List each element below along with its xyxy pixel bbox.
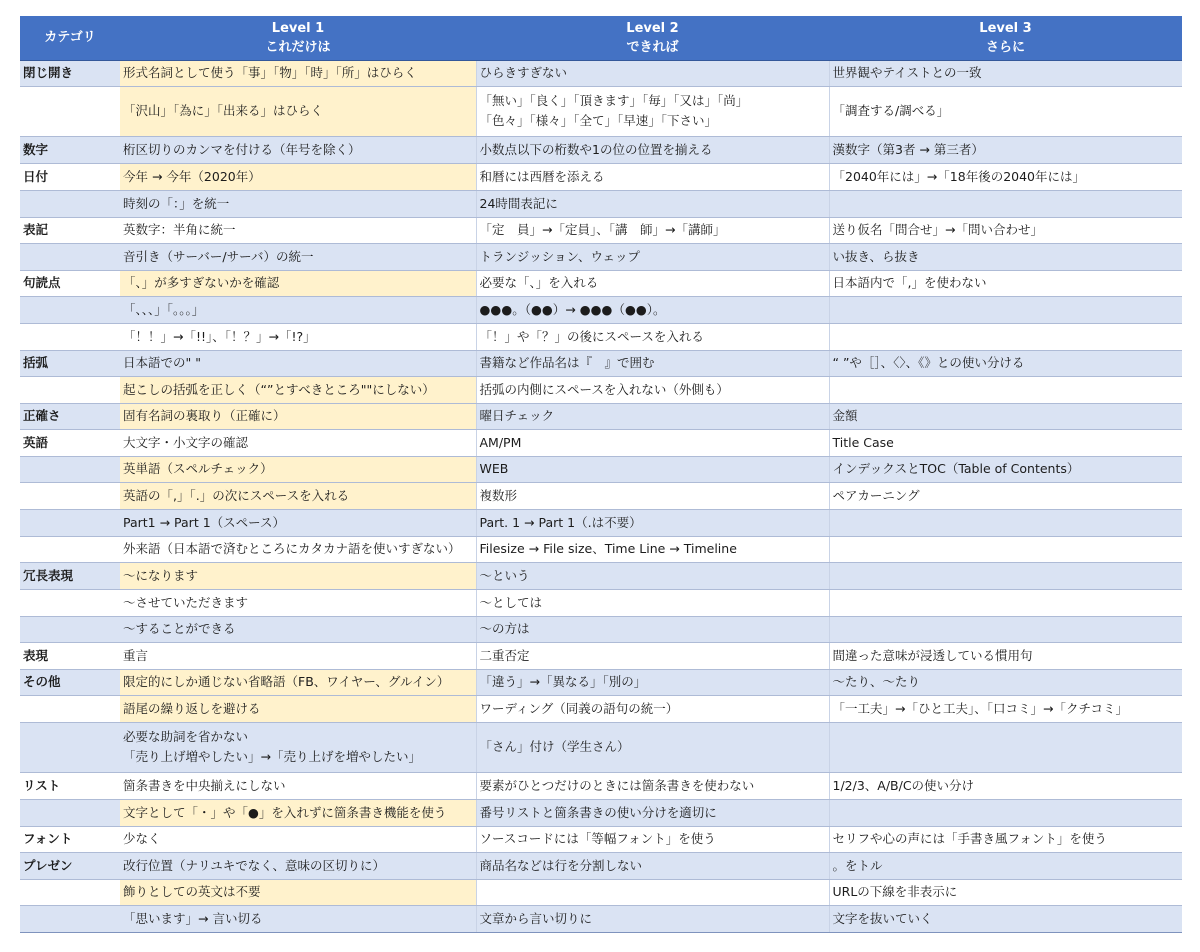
- table-row: [20, 270, 1182, 296]
- cell-text: 世界観やテイストとの一致: [832, 65, 982, 80]
- category-cell: [20, 243, 120, 270]
- cell-text: 漢数字（第3者 → 第三者）: [832, 141, 984, 157]
- header-level-3-subtitle: さらに: [985, 39, 1025, 55]
- cell-text: 送り仮名「問合せ」→「問い合わせ」: [832, 222, 1043, 237]
- level-2-cell: [476, 296, 829, 323]
- level-3-cell: [829, 799, 1182, 826]
- level-1-cell: [120, 772, 476, 799]
- table-row: [20, 482, 1182, 509]
- level-3-cell: [829, 243, 1182, 270]
- cell-text: 音引き（サーバー/サーバ）の統一: [123, 248, 314, 264]
- cell-text: 「！」や「？」の後にスペースを入れる: [479, 328, 704, 344]
- table-row: [20, 350, 1182, 376]
- category-cell: 表記: [20, 217, 120, 243]
- table-row: [20, 60, 1182, 86]
- category-cell: [20, 695, 120, 722]
- category-cell: [20, 616, 120, 642]
- table-row: [20, 190, 1182, 217]
- level-3-cell: [829, 403, 1182, 429]
- level-2-cell: [476, 536, 829, 562]
- table-row: [20, 722, 1182, 772]
- table-row: [20, 905, 1182, 932]
- table-row: [20, 509, 1182, 536]
- table-row: [20, 136, 1182, 163]
- level-1-cell: [120, 270, 476, 296]
- level-2-cell: [476, 879, 829, 905]
- level-2-cell: [476, 163, 829, 190]
- level-1-cell: [120, 562, 476, 589]
- cell-text: トランジッション、ウェップ: [479, 248, 640, 264]
- cell-text: 英語の「,」「.」の次にスペースを入れる: [123, 487, 350, 503]
- cell-text: 「調査する/調べる」: [832, 103, 950, 118]
- level-3-cell: [829, 772, 1182, 799]
- level-1-cell: [120, 376, 476, 403]
- level-2-cell: [476, 642, 829, 669]
- cell-text: 必要な「、」を入れる: [479, 275, 599, 290]
- cell-text: 複数形: [479, 487, 518, 503]
- level-3-cell: [829, 536, 1182, 562]
- cell-text: 外来語（日本語で済むところにカタカナ語を使いすぎない）: [123, 541, 461, 556]
- cell-text: 書籍など作品名は『 』で囲む: [479, 355, 655, 370]
- table-row: [20, 536, 1182, 562]
- level-2-cell: [476, 669, 829, 695]
- cell-text: 番号リストと箇条書きの使い分けを適切に: [479, 804, 717, 820]
- cell-text: ワーディング（同義の語句の統一）: [479, 700, 679, 716]
- cell-text: 英数字：半角に統一: [123, 222, 236, 237]
- category-cell: [20, 722, 120, 772]
- cell-text: ペアカーニング: [832, 487, 920, 503]
- level-3-cell: [829, 60, 1182, 86]
- level-1-cell: [120, 669, 476, 695]
- level-3-cell: [829, 589, 1182, 616]
- level-3-cell: [829, 616, 1182, 642]
- cell-text: 固有名詞の裏取り（正確に）: [123, 408, 286, 423]
- cell-text: 大文字・小文字の確認: [123, 434, 249, 450]
- cell-text: 限定的にしか通じない省略語（FB、ワイヤー、グルイン）: [123, 674, 450, 689]
- category-cell: [20, 190, 120, 217]
- cell-text: 和暦には西暦を添える: [479, 168, 605, 184]
- category-cell: フォント: [20, 826, 120, 852]
- header-level-2-subtitle: できれば: [626, 39, 679, 55]
- level-1-cell: [120, 86, 476, 136]
- cell-text: ソースコードには「等幅フォント」を使う: [479, 831, 716, 846]
- header-level-2: [476, 16, 829, 60]
- level-2-cell: [476, 509, 829, 536]
- category-cell: [20, 879, 120, 905]
- cell-text: “ ”や［］、〈〉、《》との使い分ける: [832, 355, 1025, 370]
- level-3-cell: [829, 296, 1182, 323]
- header-level-1-title: Level 1: [271, 20, 325, 36]
- cell-text: 〜することができる: [123, 621, 236, 636]
- level-1-cell: [120, 136, 476, 163]
- cell-text: 飾りとしての英文は不要: [123, 884, 261, 899]
- cell-text: 「一工夫」→「ひと工夫」、「口コミ」→「クチコミ」: [832, 700, 1128, 716]
- cell-text: 1/2/3、A/B/Cの使い分け: [832, 777, 975, 793]
- level-1-cell: [120, 799, 476, 826]
- level-1-cell: [120, 905, 476, 932]
- cell-text: 。をトル: [832, 857, 883, 873]
- level-3-cell: [829, 270, 1182, 296]
- level-2-cell: [476, 799, 829, 826]
- cell-text: 〜としては: [479, 594, 543, 610]
- cell-text: 改行位置（ナリユキでなく、意味の区切りに）: [123, 857, 386, 873]
- cell-text: 少なく: [123, 831, 161, 846]
- table-row: [20, 86, 1182, 136]
- level-1-cell: [120, 509, 476, 536]
- category-cell: 英語: [20, 429, 120, 456]
- level-2-cell: [476, 905, 829, 932]
- level-1-cell: [120, 323, 476, 350]
- style-guide-table-container: [20, 16, 1182, 933]
- level-2-cell: [476, 722, 829, 772]
- cell-text: 24時間表記に: [479, 195, 558, 211]
- level-3-cell: [829, 217, 1182, 243]
- level-1-cell: [120, 879, 476, 905]
- level-3-cell: [829, 879, 1182, 905]
- category-cell: その他: [20, 669, 120, 695]
- level-1-cell: [120, 456, 476, 482]
- cell-text: Filesize → File size、Time Line → Timeline: [479, 541, 737, 556]
- cell-text: AM/PM: [479, 434, 522, 450]
- cell-text: 〜の方は: [479, 621, 530, 636]
- level-3-cell: [829, 350, 1182, 376]
- table-row: [20, 669, 1182, 695]
- level-3-cell: [829, 429, 1182, 456]
- cell-text: 時刻の「：」を統一: [123, 195, 230, 211]
- level-1-cell: [120, 243, 476, 270]
- category-cell: [20, 905, 120, 932]
- cell-text: 文字として「・」や「●」を入れずに箇条書き機能を使う: [123, 804, 447, 820]
- cell-text: 起こしの括弧を正しく（“”とすべきところ""にしない）: [123, 381, 435, 397]
- cell-text: 要素がひとつだけのときには箇条書きを使わない: [479, 777, 755, 793]
- cell-text: ひらきすぎない: [479, 65, 568, 80]
- cell-text: 「売り上げ増やしたい」→「売り上げを増やしたい」: [123, 749, 421, 764]
- table-row: [20, 616, 1182, 642]
- category-cell: リスト: [20, 772, 120, 799]
- level-1-cell: [120, 642, 476, 669]
- table-body: [20, 60, 1182, 932]
- level-3-cell: [829, 852, 1182, 879]
- cell-text: 「！！」→「!!」、「！？」→「!?」: [123, 328, 316, 344]
- category-cell: 数字: [20, 136, 120, 163]
- level-3-cell: [829, 695, 1182, 722]
- category-cell: [20, 799, 120, 826]
- category-cell: 句読点: [20, 270, 120, 296]
- level-2-cell: [476, 429, 829, 456]
- cell-text: Title Case: [832, 434, 894, 450]
- header-row: [20, 16, 1182, 60]
- level-2-cell: [476, 852, 829, 879]
- cell-text: 括弧の内側にスペースを入れない（外側も）: [479, 381, 729, 397]
- level-2-cell: [476, 323, 829, 350]
- cell-text: WEB: [479, 461, 509, 476]
- level-1-cell: [120, 429, 476, 456]
- cell-text: 語尾の繰り返しを避ける: [123, 700, 261, 716]
- table-row: [20, 429, 1182, 456]
- header-level-3-title: Level 3: [979, 20, 1032, 36]
- cell-text: ●●●。（●●）→ ●●●（●●）。: [479, 301, 666, 317]
- level-3-cell: [829, 136, 1182, 163]
- level-1-cell: [120, 403, 476, 429]
- header-level-1: [120, 16, 476, 60]
- category-cell: [20, 456, 120, 482]
- category-cell: 閉じ開き: [20, 60, 120, 86]
- level-2-cell: [476, 403, 829, 429]
- table-header: [20, 16, 1182, 60]
- category-cell: 日付: [20, 163, 120, 190]
- level-2-cell: [476, 243, 829, 270]
- cell-text: 〜になります: [123, 567, 199, 583]
- level-2-cell: [476, 562, 829, 589]
- cell-text: 桁区切りのカンマを付ける（年号を除く）: [123, 141, 361, 157]
- cell-text: Part. 1 → Part 1（.は不要）: [479, 514, 642, 530]
- level-1-cell: [120, 852, 476, 879]
- level-2-cell: [476, 190, 829, 217]
- level-1-cell: [120, 60, 476, 86]
- level-3-cell: [829, 190, 1182, 217]
- level-2-cell: [476, 695, 829, 722]
- category-cell: 冗長表現: [20, 562, 120, 589]
- cell-text: 〜させていただきます: [123, 594, 249, 610]
- level-2-cell: [476, 376, 829, 403]
- level-1-cell: [120, 163, 476, 190]
- category-cell: [20, 86, 120, 136]
- cell-text: 形式名詞として使う「事」「物」「時」「所」はひらく: [123, 65, 417, 80]
- table-row: [20, 243, 1182, 270]
- cell-text: 小数点以下の桁数や1の位の位置を揃える: [479, 141, 713, 157]
- category-cell: [20, 589, 120, 616]
- table-row: [20, 642, 1182, 669]
- category-cell: [20, 323, 120, 350]
- cell-text: 「定 員」→「定員」、「講 師」→「講師」: [479, 222, 726, 237]
- level-2-cell: [476, 482, 829, 509]
- category-cell: [20, 376, 120, 403]
- cell-text: 今年 → 今年（2020年）: [123, 168, 261, 184]
- cell-text: 必要な助詞を省かない: [123, 729, 249, 744]
- level-2-cell: [476, 86, 829, 136]
- level-3-cell: [829, 376, 1182, 403]
- cell-text: 英単語（スペルチェック）: [123, 461, 273, 476]
- level-1-cell: [120, 826, 476, 852]
- category-cell: [20, 482, 120, 509]
- level-2-cell: [476, 589, 829, 616]
- level-1-cell: [120, 616, 476, 642]
- cell-text: 「、、、」「。。。」: [123, 301, 205, 317]
- level-2-cell: [476, 772, 829, 799]
- table-row: [20, 852, 1182, 879]
- cell-text: セリフや心の声には「手書き風フォント」を使う: [832, 831, 1107, 846]
- level-2-cell: [476, 270, 829, 296]
- cell-text: 「無い」「良く」「頂きます」「毎」「又は」「尚」: [479, 93, 749, 108]
- category-cell: 括弧: [20, 350, 120, 376]
- level-1-cell: [120, 589, 476, 616]
- level-2-cell: [476, 456, 829, 482]
- level-3-cell: [829, 482, 1182, 509]
- level-1-cell: [120, 350, 476, 376]
- level-1-cell: [120, 217, 476, 243]
- table-row: [20, 772, 1182, 799]
- level-3-cell: [829, 826, 1182, 852]
- table-row: [20, 695, 1182, 722]
- category-cell: [20, 509, 120, 536]
- header-level-1-subtitle: これだけは: [265, 39, 331, 55]
- level-3-cell: [829, 86, 1182, 136]
- cell-text: 〜たり、〜たり: [832, 674, 921, 689]
- cell-text: 「沢山」「為に」「出来る」はひらく: [123, 103, 324, 118]
- cell-text: インデックスとTOC（Table of Contents）: [832, 461, 1080, 476]
- level-3-cell: [829, 163, 1182, 190]
- level-1-cell: [120, 482, 476, 509]
- level-3-cell: [829, 456, 1182, 482]
- level-2-cell: [476, 350, 829, 376]
- cell-text: 二重否定: [479, 647, 530, 663]
- level-2-cell: [476, 826, 829, 852]
- cell-text: 商品名などは行を分割しない: [479, 857, 643, 873]
- level-3-cell: [829, 509, 1182, 536]
- table-row: [20, 217, 1182, 243]
- category-cell: プレゼン: [20, 852, 120, 879]
- table-row: [20, 376, 1182, 403]
- category-cell: [20, 296, 120, 323]
- cell-text: い抜き、ら抜き: [832, 248, 920, 264]
- level-1-cell: [120, 722, 476, 772]
- cell-text: 「、」が多すぎないかを確認: [123, 275, 280, 290]
- table-row: [20, 826, 1182, 852]
- cell-text: 「さん」付け（学生さん）: [479, 739, 630, 754]
- cell-text: URLの下線を非表示に: [832, 884, 958, 899]
- level-3-cell: [829, 562, 1182, 589]
- level-3-cell: [829, 642, 1182, 669]
- level-1-cell: [120, 695, 476, 722]
- level-1-cell: [120, 296, 476, 323]
- cell-text: 「2040年には」→「18年後の2040年には」: [832, 168, 1086, 184]
- level-3-cell: [829, 722, 1182, 772]
- level-1-cell: [120, 190, 476, 217]
- category-cell: 表現: [20, 642, 120, 669]
- cell-text: 曜日チェック: [479, 408, 555, 423]
- header-category: カテゴリ: [20, 16, 120, 60]
- table-row: [20, 456, 1182, 482]
- cell-text: Part1 → Part 1（スペース）: [123, 514, 286, 530]
- cell-text: 金額: [832, 408, 858, 423]
- cell-text: 文字を抜いていく: [832, 910, 933, 926]
- cell-text: 重言: [123, 647, 149, 663]
- table-row: [20, 562, 1182, 589]
- cell-text: 「違う」→「異なる」「別の」: [479, 674, 647, 689]
- cell-text: 文章から言い切りに: [479, 910, 593, 926]
- level-3-cell: [829, 905, 1182, 932]
- level-2-cell: [476, 60, 829, 86]
- cell-text: 〜という: [479, 567, 530, 583]
- level-2-cell: [476, 136, 829, 163]
- level-2-cell: [476, 217, 829, 243]
- level-3-cell: [829, 323, 1182, 350]
- cell-text: 「思います」→ 言い切る: [123, 910, 263, 926]
- table-row: [20, 163, 1182, 190]
- level-3-cell: [829, 669, 1182, 695]
- table-row: [20, 403, 1182, 429]
- table-row: [20, 323, 1182, 350]
- level-1-cell: [120, 536, 476, 562]
- cell-text: 箇条書きを中央揃えにしない: [123, 777, 286, 793]
- level-2-cell: [476, 616, 829, 642]
- table-row: [20, 589, 1182, 616]
- style-guide-table: [20, 16, 1182, 933]
- category-cell: 正確さ: [20, 403, 120, 429]
- cell-text: 「色々」「様々」「全て」「早速」「下さい」: [479, 113, 718, 128]
- header-level-2-title: Level 2: [626, 20, 679, 36]
- table-row: [20, 879, 1182, 905]
- category-cell: [20, 536, 120, 562]
- cell-text: 間違った意味が浸透している慣用句: [832, 647, 1033, 663]
- cell-text: 日本語内で「,」を使わない: [832, 275, 987, 290]
- cell-text: 日本語での" ": [123, 355, 201, 370]
- table-row: [20, 296, 1182, 323]
- header-level-3: [829, 16, 1182, 60]
- table-row: [20, 799, 1182, 826]
